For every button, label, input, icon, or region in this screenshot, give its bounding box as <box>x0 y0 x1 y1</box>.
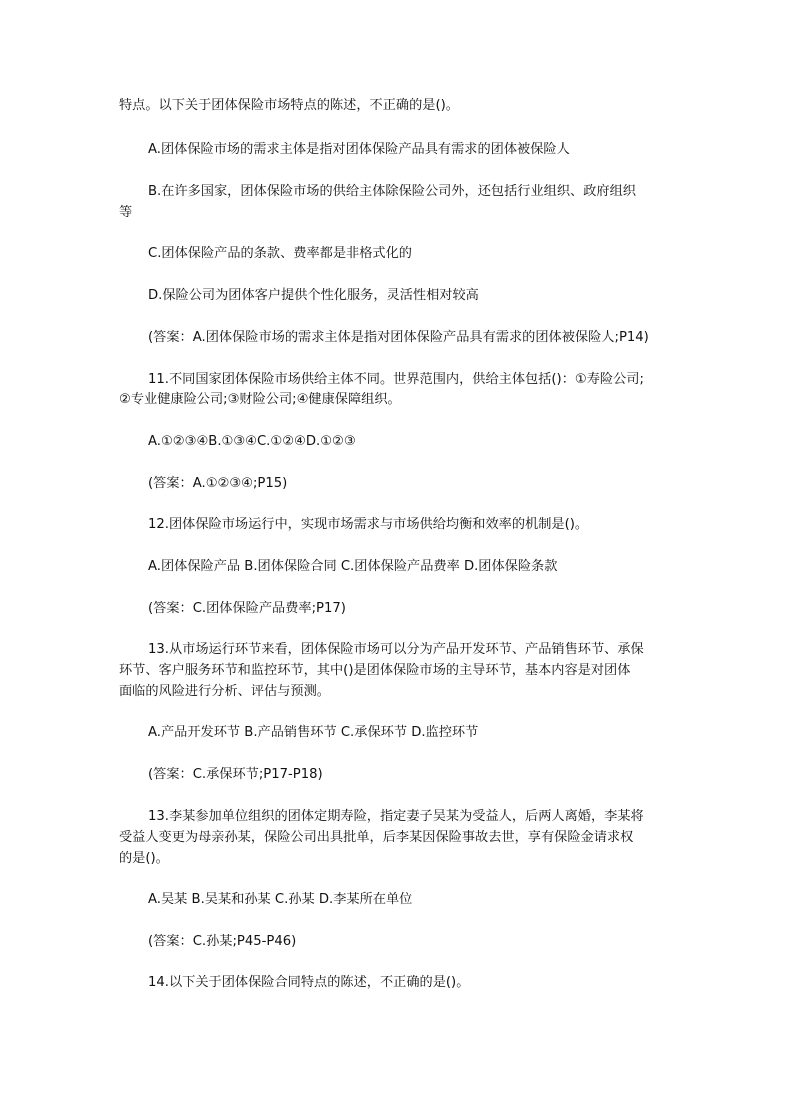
q10-option-d: D.保险公司为团体客户提供个性化服务，灵活性相对较高 <box>148 288 479 303</box>
q13b-options: A.吴某 B.吴某和孙某 C.孙某 D.李某所在单位 <box>148 892 413 907</box>
q12-answer: (答案：C.团体保险产品费率;P17) <box>148 601 346 616</box>
q13a-options: A.产品开发环节 B.产品销售环节 C.承保环节 D.监控环节 <box>148 725 479 740</box>
q11-stem-line1: 11.不同国家团体保险市场供给主体不同。世界范围内，供给主体包括()：①寿险公司; <box>148 372 644 387</box>
q11-answer: (答案：A.①②③④;P15) <box>148 476 288 491</box>
q11-stem-line2: ②专业健康险公司;③财险公司;④健康保障组织。 <box>119 392 401 407</box>
q10-option-b-line1: B.在许多国家，团体保险市场的供给主体除保险公司外，还包括行业组织、政府组织 <box>148 184 636 199</box>
intro-text: 特点。以下关于团体保险市场特点的陈述，不正确的是()。 <box>119 98 459 113</box>
q12-stem: 12.团体保险市场运行中，实现市场需求与市场供给均衡和效率的机制是()。 <box>148 517 589 532</box>
q13b-answer: (答案：C.孙某;P45-P46) <box>148 934 297 949</box>
q10-option-c: C.团体保险产品的条款、费率都是非格式化的 <box>148 246 412 261</box>
q10-option-a: A.团体保险市场的需求主体是指对团体保险产品具有需求的团体被保险人 <box>148 142 570 157</box>
q14-stem: 14.以下关于团体保险合同特点的陈述，不正确的是()。 <box>148 975 470 990</box>
q13a-stem-line3: 面临的风险进行分析、评估与预测。 <box>119 684 330 699</box>
q12-options: A.团体保险产品 B.团体保险合同 C.团体保险产品费率 D.团体保险条款 <box>148 559 558 574</box>
q11-options: A.①②③④B.①③④C.①②④D.①②③ <box>148 434 356 449</box>
q10-option-b-line2: 等 <box>119 205 133 220</box>
q13a-stem-line1: 13.从市场运行环节来看，团体保险市场可以分为产品开发环节、产品销售环节、承保 <box>148 642 644 657</box>
q13b-stem-line2: 受益人变更为母亲孙某，保险公司出具批单，后李某因保险事故去世，享有保险金请求权 <box>119 830 634 845</box>
q13b-stem-line1: 13.李某参加单位组织的团体定期寿险，指定妻子吴某为受益人，后两人离婚，李某将 <box>148 809 644 824</box>
q13a-answer: (答案：C.承保环节;P17-P18) <box>148 767 323 782</box>
q13b-stem-line3: 的是()。 <box>119 851 169 866</box>
q10-answer: (答案：A.团体保险市场的需求主体是指对团体保险产品具有需求的团体被保险人;P14) <box>148 330 649 345</box>
q13a-stem-line2: 环节、客户服务环节和监控环节，其中()是团体保险市场的主导环节，基本内容是对团体 <box>119 663 631 678</box>
